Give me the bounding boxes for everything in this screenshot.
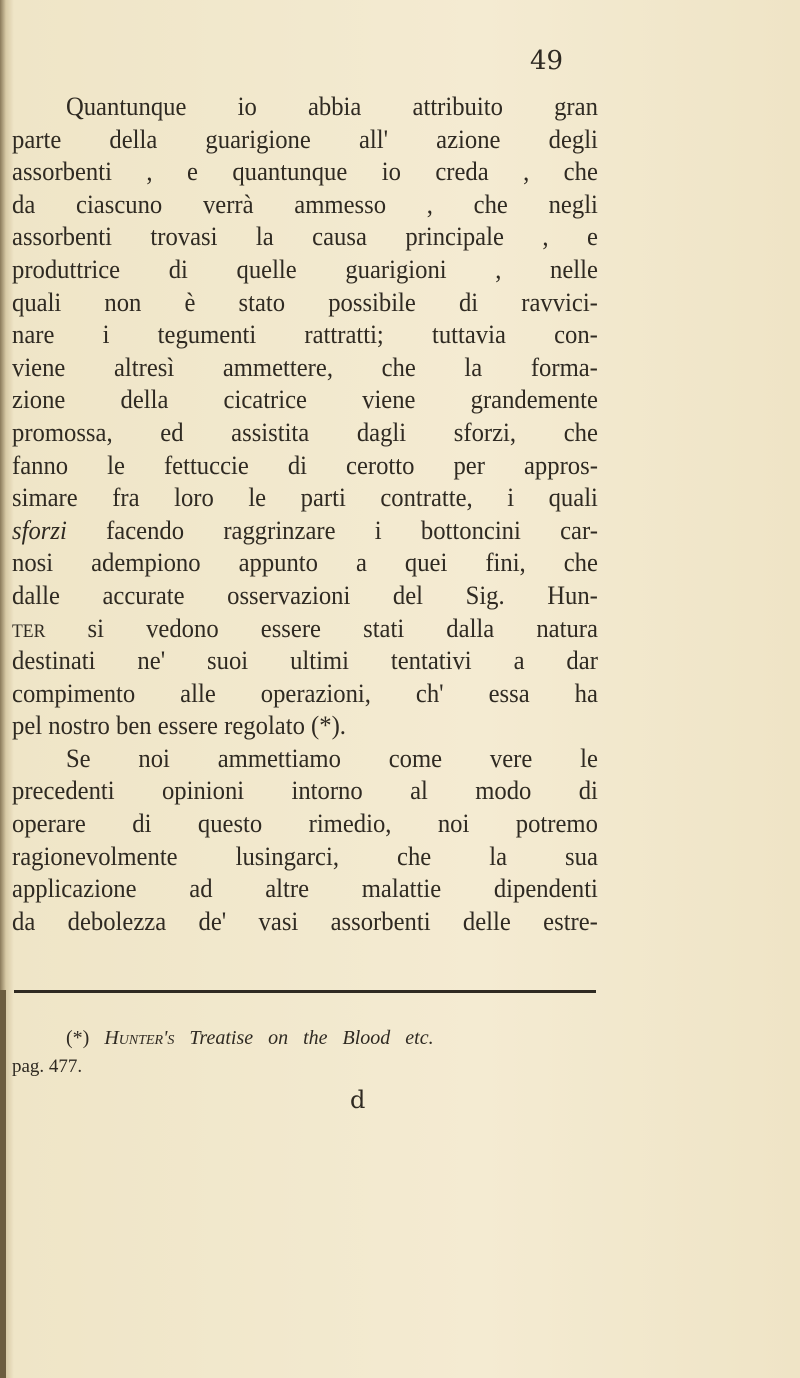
italic-word: sforzi [12,514,67,545]
text-line: operare di questo rimedio, noi potremo [12,808,598,839]
footnote-divider [14,990,596,993]
text-line: dalle accurate osservazioni del Sig. Hun- [12,579,598,610]
text-line: destinati ne' suoi ultimi tentativi a dar [12,645,598,676]
text-line-rest: facendo raggrinzare i bottoncini car- [106,514,598,545]
text-line: quali non è stato possibile di ravvici- [12,286,598,317]
text-line: produttrice di quelle guarigioni , nelle [12,253,598,284]
text-line: simare fra loro le parti contratte, i quali [12,482,598,513]
text-line: pel nostro ben essere regolato (*). [12,710,346,741]
footnote-author: Hunter's [104,1027,175,1049]
text-line: nare i tegumenti rattratti; tuttavia con- [12,319,598,350]
text-line: nosi adempiono appunto a quei fini, che [12,547,598,578]
text-line: applicazione ad altre malattie dipendenti [12,873,598,904]
text-line: precedenti opinioni intorno al modo di [12,775,598,806]
text-line: Se noi ammettiamo come vere le [65,742,598,773]
text-line: ragionevolmente lusingarci, che la sua [12,840,598,871]
text-line-rest: si vedono essere stati dalla natura [87,612,598,643]
footnote-page: pag. 477. [12,1056,83,1077]
footnote-marker: (*) [66,1027,90,1049]
text-line: assorbenti trovasi la causa principale , e [12,221,598,252]
body-text [12,90,598,937]
page-binding-edge [0,990,6,1378]
text-line [12,514,598,547]
signature-mark: d [350,1086,366,1114]
page-number: 49 [530,46,564,76]
text-line: da debolezza de' vasi assorbenti delle estre- [12,905,598,936]
text-line [12,612,598,645]
text-line: parte della guarigione all' azione degli [12,123,598,154]
smallcaps-word: ter [12,612,46,643]
text-line: viene altresì ammettere, che la forma- [12,351,598,382]
text-line: assorbenti , e quantunque io creda , che [12,156,598,187]
text-line: zione della cicatrice viene grandemente [12,384,598,415]
footnote [66,1026,434,1050]
text-line: compimento alle operazioni, ch' essa ha [12,677,598,708]
footnote-title: Treatise on the Blood etc. [189,1027,434,1049]
text-line: fanno le fettuccie di cerotto per appros- [12,449,598,480]
text-line: Quantunque io abbia attribuito gran [65,91,598,121]
text-line: da ciascuno verrà ammesso , che negli [12,188,598,219]
text-line: promossa, ed assistita dagli sforzi, che [12,416,598,447]
